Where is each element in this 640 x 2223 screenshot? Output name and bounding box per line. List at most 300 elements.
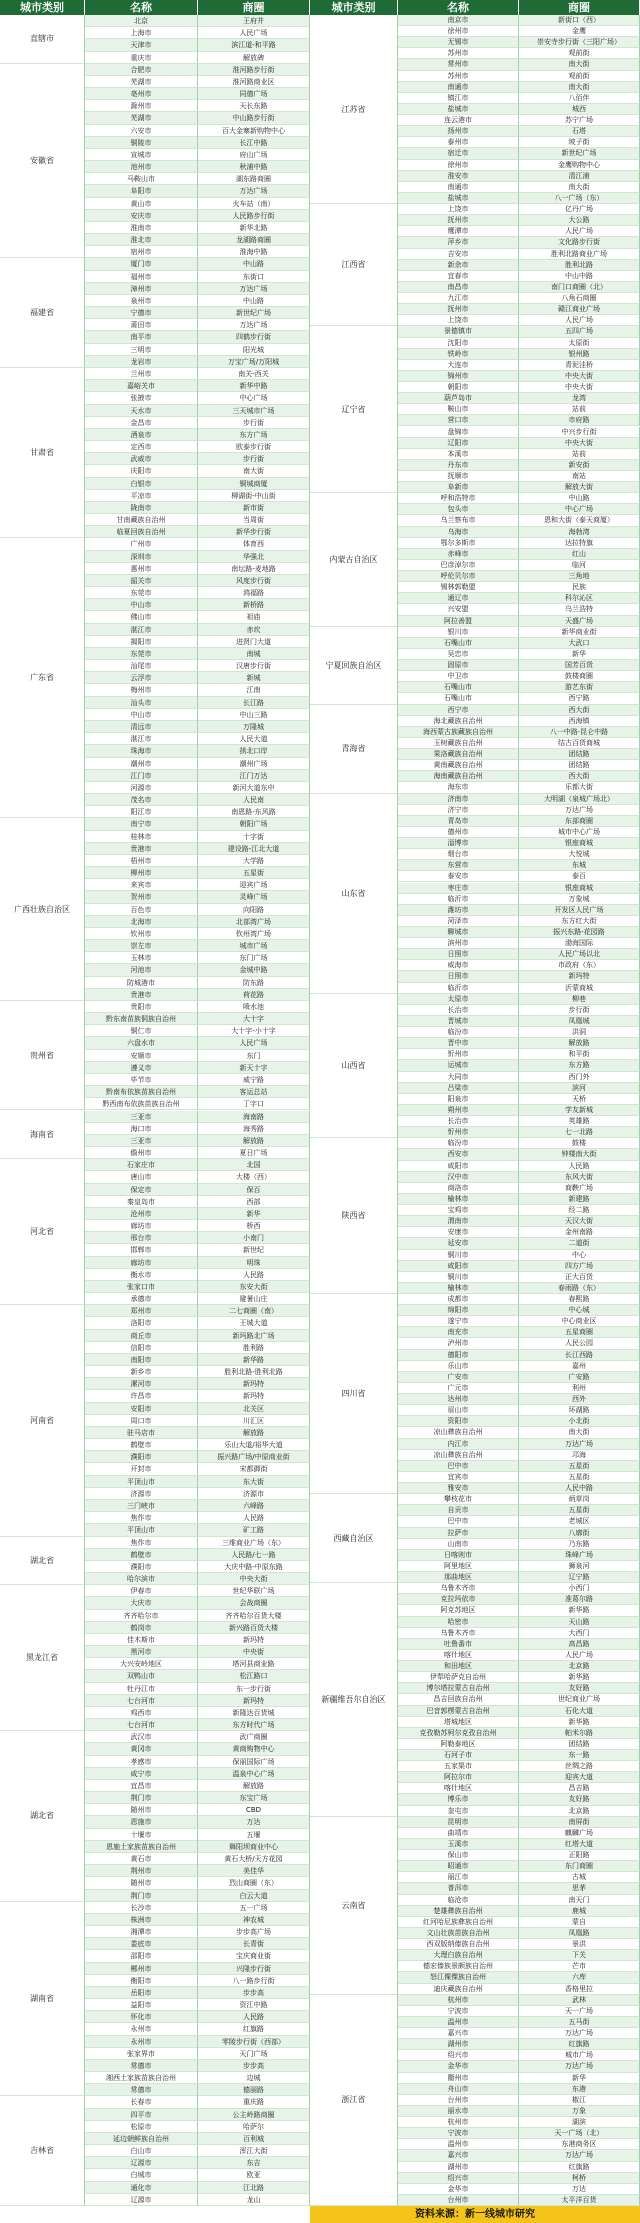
- city-name-cell: 临汾市: [398, 1027, 519, 1038]
- city-name-cell: 牡丹江市: [85, 1683, 198, 1695]
- city-name-cell: 运城市: [398, 1060, 519, 1071]
- city-name-cell: 兴安盟: [398, 604, 519, 615]
- district-cell: 钦州湾广场: [198, 928, 310, 940]
- city-name-cell: 安康市: [398, 1227, 519, 1238]
- province-label: 陕西省: [310, 1138, 398, 1294]
- city-name-cell: 天水市: [85, 405, 198, 417]
- city-name-cell: 长治市: [398, 1005, 519, 1016]
- district-cell: 南站: [519, 471, 640, 482]
- province-label: 新疆维吾尔自治区: [310, 1583, 398, 1817]
- city-name-cell: 山南市: [398, 1539, 519, 1550]
- district-cell: 五四广场: [519, 326, 640, 337]
- district-cell: 景洪: [519, 1939, 640, 1950]
- district-cell: 南门口商圈（北）: [519, 282, 640, 293]
- district-cell: 东方时代广场: [198, 1719, 310, 1731]
- district-cell: 友好路: [519, 1683, 640, 1694]
- district-cell: 万达广场: [519, 805, 640, 816]
- district-cell: 青泥洼桥: [519, 360, 640, 371]
- district-cell: 美佳华: [198, 1865, 310, 1877]
- city-name-cell: 鹤壁市: [85, 1439, 198, 1451]
- district-cell: 南恩路-东风路: [198, 806, 310, 818]
- city-name-cell: 滨州市: [398, 938, 519, 949]
- city-name-cell: 双鸭山市: [85, 1670, 198, 1682]
- district-cell: 黄石大桥/天方花园: [198, 1853, 310, 1865]
- district-cell: 芒市: [519, 1961, 640, 1972]
- district-cell: 新华: [198, 1208, 310, 1220]
- district-cell: 西门外: [519, 1072, 640, 1083]
- district-cell: 迎宾大道: [519, 1772, 640, 1783]
- district-cell: 资江中路: [198, 1999, 310, 2011]
- district-cell: 五一广场: [198, 1902, 310, 1914]
- province-label: 广西壮族自治区: [0, 818, 85, 1001]
- district-cell: 站前: [519, 404, 640, 415]
- city-name-cell: 东营市: [398, 860, 519, 871]
- city-name-cell: 乌鲁木齐市: [398, 1628, 519, 1639]
- city-name-cell: 黔东南苗族侗族自治州: [85, 1013, 198, 1025]
- city-name-cell: 齐齐哈尔市: [85, 1610, 198, 1622]
- district-cell: 商鞅广场: [519, 1183, 640, 1194]
- header-name-left: 名称: [85, 0, 198, 15]
- city-name-cell: 临沂市: [398, 983, 519, 994]
- city-name-cell: 临汾市: [398, 1138, 519, 1149]
- province-label: 四川省: [310, 1294, 398, 1494]
- district-cell: 长江路: [198, 697, 310, 709]
- district-cell: 太原街: [519, 338, 640, 349]
- district-cell: 钟楼南大街: [519, 1149, 640, 1160]
- district-cell: 三维商业广场（东）: [198, 1537, 310, 1549]
- district-cell: 万达广场: [519, 1439, 640, 1450]
- city-name-cell: 黄冈市: [85, 1743, 198, 1755]
- district-cell: 济源市: [198, 1488, 310, 1500]
- header-district-right: 商圈: [519, 0, 640, 15]
- district-cell: 铜城商厦: [198, 478, 310, 490]
- city-name-cell: 开封市: [85, 1463, 198, 1475]
- city-name-cell: 镇江市: [398, 93, 519, 104]
- city-name-cell: 塔城地区: [398, 1717, 519, 1728]
- city-name-cell: 衡水市: [85, 1269, 198, 1281]
- city-name-cell: 周口市: [85, 1415, 198, 1427]
- district-cell: 椒江: [519, 2095, 640, 2106]
- district-cell: 塔河县商业路: [198, 1658, 310, 1670]
- district-cell: 温泉中心广场: [198, 1768, 310, 1780]
- district-cell: 大学路: [198, 855, 310, 867]
- district-cell: 洪洞: [519, 1027, 640, 1038]
- district-cell: 解放路: [198, 1780, 310, 1792]
- district-cell: 南坛路-麦地路: [198, 563, 310, 575]
- district-cell: 滨河: [519, 1083, 640, 1094]
- province-label: 江苏省: [310, 15, 398, 204]
- city-name-cell: 湛江市: [85, 733, 198, 745]
- city-name-cell: 定西市: [85, 441, 198, 453]
- district-cell: 当周街: [198, 514, 310, 526]
- province-label: 海南省: [0, 1111, 85, 1160]
- district-cell: 城市中心广场: [519, 827, 640, 838]
- district-cell: 万达广场: [198, 319, 310, 331]
- district-cell: 人民路: [519, 1161, 640, 1172]
- district-cell: 解放碑: [198, 52, 310, 64]
- district-cell: 昌吉路: [519, 1783, 640, 1794]
- district-cell: 天山路: [519, 1617, 640, 1628]
- district-cell: 华强北: [198, 551, 310, 563]
- city-name-cell: 乌鲁木齐市: [398, 1583, 519, 1594]
- district-cell: 海南路: [198, 1111, 310, 1123]
- city-name-cell: 泰安市: [398, 871, 519, 882]
- city-name-cell: 盐城市: [398, 193, 519, 204]
- city-name-cell: 景德镇市: [398, 326, 519, 337]
- district-cell: 长青街: [198, 1938, 310, 1950]
- city-name-cell: 那曲地区: [398, 1572, 519, 1583]
- city-name-cell: 威海市: [398, 960, 519, 971]
- city-name-cell: 黄山市: [85, 198, 198, 210]
- city-name-cell: 深圳市: [85, 551, 198, 563]
- city-name-cell: 咸宁市: [85, 1768, 198, 1780]
- district-cell: 市府路: [519, 415, 640, 426]
- district-cell: 万隆城: [198, 721, 310, 733]
- district-cell: 崇安寺步行街（三阳广场）: [519, 37, 640, 48]
- city-name-cell: 遵义市: [85, 1062, 198, 1074]
- district-cell: 东门广场: [198, 952, 310, 964]
- district-cell: 五星商圈: [519, 1327, 640, 1338]
- city-name-cell: 抚顺市: [398, 471, 519, 482]
- city-name-cell: 济宁市: [398, 805, 519, 816]
- city-name-cell: 淮南市: [85, 222, 198, 234]
- district-cell: 百大金寨新购物中心: [198, 125, 310, 137]
- district-cell: 东门: [198, 1050, 310, 1062]
- district-cell: 客运总站: [198, 1086, 310, 1098]
- district-cell: 科尔沁区: [519, 593, 640, 604]
- district-cell: 王府井: [198, 15, 310, 27]
- city-name-cell: 巴音郭楞蒙古自治州: [398, 1706, 519, 1717]
- district-cell: 鹿城: [519, 1906, 640, 1917]
- district-cell: 新兴路百货大楼: [198, 1622, 310, 1634]
- district-cell: 新华: [519, 649, 640, 660]
- city-name-cell: 伊犁哈萨克自治州: [398, 1672, 519, 1683]
- district-cell: 团结路: [519, 760, 640, 771]
- city-name-cell: 安庆市: [85, 210, 198, 222]
- city-name-cell: 中卫市: [398, 671, 519, 682]
- city-name-cell: 武汉市: [85, 1731, 198, 1743]
- city-name-cell: 十堰市: [85, 1829, 198, 1841]
- district-cell: 新安街: [519, 460, 640, 471]
- district-cell: 南大街: [519, 82, 640, 93]
- district-cell: 胜利路: [198, 1342, 310, 1354]
- city-name-cell: 石嘴山市: [398, 693, 519, 704]
- district-cell: 胜利北路-胜利北路: [198, 1366, 310, 1378]
- district-cell: 新华中路: [198, 380, 310, 392]
- city-name-cell: 阿勒泰地区: [398, 1739, 519, 1750]
- city-name-cell: 阜阳市: [85, 185, 198, 197]
- district-cell: 步步高广场: [198, 1926, 310, 1938]
- city-name-cell: 沈阳市: [398, 338, 519, 349]
- province-label: 湖北省: [0, 1537, 85, 1586]
- city-name-cell: 洛阳市: [85, 1317, 198, 1329]
- district-cell: 乃东路: [519, 1539, 640, 1550]
- district-cell: 新玛特: [198, 1390, 310, 1402]
- district-cell: 秋浦中路: [198, 161, 310, 173]
- district-cell: 川汇区: [198, 1415, 310, 1427]
- city-name-cell: 海东市: [398, 782, 519, 793]
- city-name-cell: 龙岩市: [85, 356, 198, 368]
- city-name-cell: 哈尔滨市: [85, 1573, 198, 1585]
- city-name-cell: 中山市: [85, 599, 198, 611]
- city-name-cell: 邢台市: [85, 1232, 198, 1244]
- district-cell: 南大街: [198, 465, 310, 477]
- city-name-cell: 南阳市: [85, 1354, 198, 1366]
- district-cell: 人民广场: [198, 1037, 310, 1049]
- district-cell: 东街口: [198, 271, 310, 283]
- district-cell: 柯桥: [519, 2173, 640, 2184]
- district-cell: 兴隆步行街: [198, 1963, 310, 1975]
- district-cell: 香格里拉: [519, 1984, 640, 1995]
- district-cell: 正阳路: [519, 1850, 640, 1861]
- city-name-cell: 临沧市: [398, 1895, 519, 1906]
- city-name-cell: 石嘴山市: [398, 638, 519, 649]
- district-cell: 海勃湾: [519, 527, 640, 538]
- city-name-cell: 白城市: [85, 2169, 198, 2181]
- city-name-cell: 济源市: [85, 1488, 198, 1500]
- city-name-cell: 西双版纳傣族自治州: [398, 1939, 519, 1950]
- district-cell: 观前街: [519, 48, 640, 59]
- district-cell: 松江路口: [198, 1670, 310, 1682]
- district-cell: 思茅: [519, 1883, 640, 1894]
- city-name-cell: 长治市: [398, 1116, 519, 1127]
- district-cell: 东方路: [519, 1060, 640, 1071]
- district-cell: 淮河路步行街: [198, 64, 310, 76]
- city-name-cell: 太原市: [398, 994, 519, 1005]
- district-cell: 金鹰: [519, 26, 640, 37]
- province-label: 浙江省: [310, 1995, 398, 2206]
- district-cell: 北部湾广场: [198, 916, 310, 928]
- city-name-cell: 葫芦岛市: [398, 393, 519, 404]
- city-name-cell: 黄石市: [85, 1853, 198, 1865]
- city-name-cell: 来宾市: [85, 879, 198, 891]
- district-cell: 宝庆商业街: [198, 1950, 310, 1962]
- district-cell: 新建路: [519, 1194, 640, 1205]
- city-name-cell: 烟台市: [398, 849, 519, 860]
- district-cell: 城市广场: [198, 940, 310, 952]
- city-name-cell: 上饶市: [398, 315, 519, 326]
- district-cell: 东方红大街: [519, 916, 640, 927]
- district-cell: 嘉州: [519, 1361, 640, 1372]
- city-name-cell: 盘锦市: [398, 427, 519, 438]
- city-name-cell: 长春市: [85, 2096, 198, 2108]
- city-name-cell: 红河哈尼族彝族自治州: [398, 1917, 519, 1928]
- city-name-cell: 怀化市: [85, 2011, 198, 2023]
- district-cell: 江南: [198, 684, 310, 696]
- district-cell: 北国: [198, 1159, 310, 1171]
- district-cell: 八一路步行街: [198, 1975, 310, 1987]
- district-cell: 进贤门大道: [198, 636, 310, 648]
- district-cell: 天盛广场: [519, 616, 640, 627]
- district-cell: 金城中路: [198, 964, 310, 976]
- district-cell: 会战商圈: [198, 1597, 310, 1609]
- district-cell: 重庆路: [198, 2096, 310, 2108]
- province-label: 广东省: [0, 538, 85, 818]
- district-cell: 金州南路: [519, 1227, 640, 1238]
- district-cell: 泰百: [519, 871, 640, 882]
- city-name-cell: 巴彦淖尔市: [398, 560, 519, 571]
- city-name-cell: 呼伦贝尔市: [398, 571, 519, 582]
- city-name-cell: 衢州市: [398, 2073, 519, 2084]
- city-name-cell: 宿州市: [85, 246, 198, 258]
- district-cell: 古城: [519, 1872, 640, 1883]
- district-cell: 鸿福路: [198, 587, 310, 599]
- district-cell: 大西门: [519, 1628, 640, 1639]
- city-name-cell: 莆田市: [85, 319, 198, 331]
- city-name-cell: 白银市: [85, 478, 198, 490]
- district-cell: 黄商购物中心: [198, 1743, 310, 1755]
- district-cell: 保百: [198, 1184, 310, 1196]
- city-name-cell: 榆林市: [398, 1194, 519, 1205]
- district-cell: 五星街: [519, 1472, 640, 1483]
- district-cell: 大悦城: [519, 849, 640, 860]
- district-cell: 英雄路: [519, 1116, 640, 1127]
- city-name-cell: 阿克苏地区: [398, 1605, 519, 1616]
- city-name-cell: 徐州市: [398, 160, 519, 171]
- city-name-cell: 石嘴山市: [398, 682, 519, 693]
- city-name-cell: 云浮市: [85, 672, 198, 684]
- district-cell: 人民广场: [519, 315, 640, 326]
- city-name-cell: 邯郸市: [85, 1244, 198, 1256]
- district-cell: 东安大街: [198, 1281, 310, 1293]
- city-name-cell: 驻马店市: [85, 1427, 198, 1439]
- city-name-cell: 凉山彝族自治州: [398, 1427, 519, 1438]
- district-cell: 开发区人民广场: [519, 905, 640, 916]
- city-name-cell: 锡林郭勒盟: [398, 582, 519, 593]
- city-name-cell: 眉山市: [398, 1405, 519, 1416]
- city-name-cell: 承德市: [85, 1293, 198, 1305]
- city-name-cell: 辽阳市: [398, 438, 519, 449]
- district-cell: 湖滨: [519, 2117, 640, 2128]
- district-cell: 大庆中路-中原东路: [198, 1561, 310, 1573]
- city-name-cell: 玉溪市: [398, 1839, 519, 1850]
- district-cell: 公主岭路商圈: [198, 2109, 310, 2121]
- district-cell: 中央大街: [519, 382, 640, 393]
- city-name-cell: 抚州市: [398, 304, 519, 315]
- district-cell: 西大街: [519, 705, 640, 716]
- city-name-cell: 张家口市: [85, 1281, 198, 1293]
- district-cell: 五星街: [519, 1461, 640, 1472]
- district-cell: 东部商圈: [519, 816, 640, 827]
- district-cell: 新玛特: [519, 971, 640, 982]
- district-cell: 中山路步行街: [198, 112, 310, 124]
- city-name-cell: 桂林市: [85, 831, 198, 843]
- district-cell: 武林: [519, 1995, 640, 2006]
- city-name-cell: 江门市: [85, 770, 198, 782]
- district-cell: 新世纪: [198, 1244, 310, 1256]
- district-cell: 祖庙: [198, 611, 310, 623]
- province-label: 黑龙江省: [0, 1585, 85, 1731]
- district-cell: 达拉特旗: [519, 538, 640, 549]
- district-cell: 苏宁广场: [519, 115, 640, 126]
- district-cell: 保丽国际广场: [198, 1756, 310, 1768]
- district-cell: 中山三路: [198, 709, 310, 721]
- district-cell: 辽宁路: [519, 1572, 640, 1583]
- city-name-cell: 张家界市: [85, 2048, 198, 2060]
- city-name-cell: 南充市: [398, 1327, 519, 1338]
- district-cell: 淮河路商业区: [198, 76, 310, 88]
- district-cell: 小西门: [519, 1583, 640, 1594]
- city-name-cell: 清远市: [85, 721, 198, 733]
- district-cell: 淮海中路: [198, 246, 310, 258]
- city-name-cell: 乌兰察布市: [398, 515, 519, 526]
- city-name-cell: 文山壮族苗族自治州: [398, 1928, 519, 1939]
- district-cell: 浑江大街: [198, 2145, 310, 2157]
- district-cell: 拱北口岸: [198, 745, 310, 757]
- district-cell: 柳巷: [519, 994, 640, 1005]
- district-cell: 火车站（南）: [198, 198, 310, 210]
- district-cell: 长江西路: [519, 1350, 640, 1361]
- city-name-cell: 柳州市: [85, 867, 198, 879]
- province-label: 福建省: [0, 258, 85, 368]
- city-name-cell: 曲靖市: [398, 1828, 519, 1839]
- district-cell: 下关: [519, 1950, 640, 1961]
- city-name-cell: 马鞍山市: [85, 173, 198, 185]
- district-cell: 四方广场: [519, 1261, 640, 1272]
- district-cell: 天门广场: [198, 2048, 310, 2060]
- district-cell: 中心广场: [519, 504, 640, 515]
- city-name-cell: 铜川市: [398, 1272, 519, 1283]
- city-name-cell: 鄂尔多斯市: [398, 538, 519, 549]
- city-name-cell: 大兴安岭地区: [85, 1658, 198, 1670]
- district-cell: 结古百货商城: [519, 738, 640, 749]
- district-cell: 同德广场: [198, 88, 310, 100]
- district-cell: 体育西: [198, 538, 310, 550]
- city-name-cell: 固原市: [398, 660, 519, 671]
- city-name-cell: 永州市: [85, 2036, 198, 2048]
- city-name-cell: 平顶山市: [85, 1476, 198, 1488]
- district-cell: 人民中路: [519, 1483, 640, 1494]
- district-cell: 赣江商业广场: [519, 304, 640, 315]
- district-cell: 武广商圈: [198, 1731, 310, 1743]
- district-cell: 人民路: [198, 2011, 310, 2023]
- city-name-cell: 湖州市: [398, 2162, 519, 2173]
- district-cell: 东一路: [519, 1750, 640, 1761]
- district-cell: 柳湖街-中山街: [198, 490, 310, 502]
- city-name-cell: 娄底市: [85, 1938, 198, 1950]
- district-cell: 龙湖路商圈: [198, 234, 310, 246]
- district-cell: 新天十字: [198, 1062, 310, 1074]
- city-name-cell: 阜新市: [398, 482, 519, 493]
- district-cell: 中心广场: [198, 392, 310, 404]
- city-name-cell: 自贡市: [398, 1505, 519, 1516]
- district-cell: 人民南: [198, 794, 310, 806]
- city-name-cell: 芜湖市: [85, 76, 198, 88]
- district-cell: 准葛尔路: [519, 1594, 640, 1605]
- district-cell: 新华步行街: [198, 526, 310, 538]
- city-name-cell: 南通市: [398, 182, 519, 193]
- city-name-cell: 奎屯市: [398, 1806, 519, 1817]
- district-cell: 丁字口: [198, 1098, 310, 1110]
- district-cell: 大十字: [198, 1013, 310, 1025]
- district-cell: 丝绸之路: [519, 1761, 640, 1772]
- district-cell: 金鹰购物中心: [519, 160, 640, 171]
- city-name-cell: 延安市: [398, 1238, 519, 1249]
- city-name-cell: 六盘水市: [85, 1037, 198, 1049]
- city-name-cell: 菏泽市: [398, 916, 519, 927]
- source-note: 资料来源：新一线城市研究: [310, 2206, 640, 2223]
- city-name-cell: 信阳市: [85, 1342, 198, 1354]
- district-cell: 老城区: [519, 1516, 640, 1527]
- city-name-cell: 苏州市: [398, 48, 519, 59]
- district-cell: 天长东路: [198, 100, 310, 112]
- city-name-cell: 泸州市: [398, 1338, 519, 1349]
- district-cell: 麒麟广场: [519, 1828, 640, 1839]
- city-name-cell: 常德市: [85, 2084, 198, 2096]
- province-label: 甘肃省: [0, 368, 85, 538]
- city-name-cell: 南宁市: [85, 818, 198, 830]
- district-cell: 振兴东路-花园路: [519, 927, 640, 938]
